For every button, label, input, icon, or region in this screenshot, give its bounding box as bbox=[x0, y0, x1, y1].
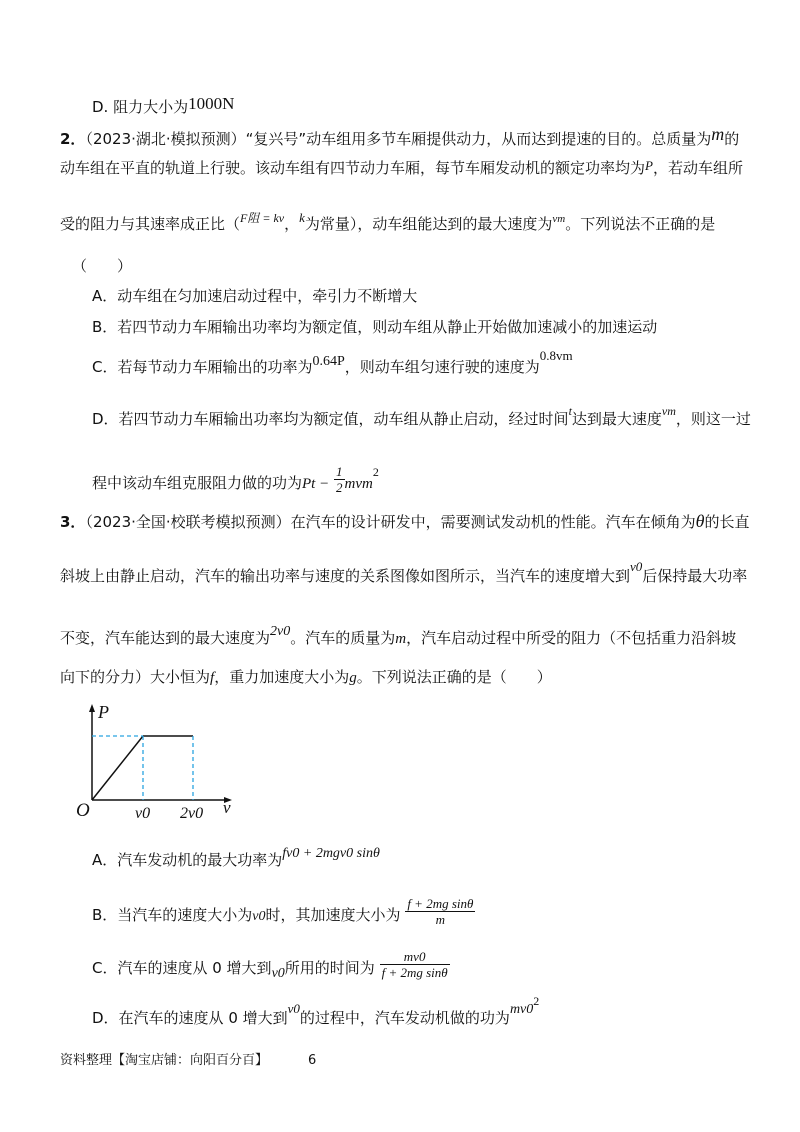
q3-option-a: A．汽车发动机的最大功率为fv0 + 2mgv0 sinθ bbox=[92, 846, 380, 869]
q3-option-d: D．在汽车的速度从 0 增大到v0的过程中，汽车发动机做的功为$mv0^2$ bbox=[92, 994, 540, 1027]
q2-line-2: 动车组在平直的轨道上行驶。该动车组有四节动力车厢，每节车厢发动机的额定功率均为P，若动车组所 bbox=[60, 158, 743, 177]
q2-option-a: A．动车组在匀加速启动过程中，牵引力不断增大 bbox=[92, 287, 418, 305]
q3-option-c: C．汽车的速度从 0 增大到v0所用的时间为 $\frac{mv0}{\text{f + 2mg sinθ}}$ bbox=[92, 949, 448, 981]
y-axis-arrow bbox=[89, 704, 95, 712]
q2-line-1: 2．（2023·湖北·模拟预测）“复兴号”动车组用多节车厢提供动力，从而达到提速的目的。总质量为m的 bbox=[60, 124, 740, 148]
page-number: 6 bbox=[308, 1053, 317, 1068]
q3-line-4: 向下的分力）大小恒为f，重力加速度大小为g。下列说法正确的是（ ） bbox=[60, 668, 552, 686]
q3-line-3: 不变，汽车能达到的最大速度为2v0。汽车的质量为m，汽车启动过程中所受的阻力（不包括重力沿斜坡 bbox=[60, 624, 737, 647]
q3-line-1: 3．（2023·全国·校联考模拟预测）在汽车的设计研发中，需要测试发动机的性能。汽车在倾角为θ的长直 bbox=[60, 511, 750, 531]
fraction-one-half: $\frac{1}{2}$ bbox=[336, 464, 343, 495]
q2-option-c: C．若每节动力车厢输出的功率为0.64P，则动车组匀速行驶的速度为0.8vm bbox=[92, 348, 573, 376]
q2-paren: （ ） bbox=[72, 257, 133, 275]
x-axis-label: v bbox=[223, 798, 231, 817]
tick-2v0: 2v0 bbox=[180, 805, 204, 822]
y-axis-label: P bbox=[98, 702, 109, 722]
q2-option-d-line-2: 程中该动车组克服阻力做的功为Pt − $\frac{1}{2}$ mvm$^2$ bbox=[92, 464, 379, 495]
power-velocity-graph bbox=[70, 700, 250, 830]
q3-line-2: 斜坡上由静止启动，汽车的输出功率与速度的关系图像如图所示，当汽车的速度增大到v0后保持最大功率 bbox=[60, 559, 748, 585]
q1-option-d: D. 阻力大小为1000N bbox=[92, 94, 235, 116]
q2-line-3: 受的阻力与其速率成正比（$^{F阻 = kv}$，k为常量），动车组能达到的最大速度为$^{vm}$。下列说法不正确的是 bbox=[60, 210, 716, 233]
page-footer: 资料整理【淘宝店铺：向阳百分百】 6 bbox=[60, 1053, 317, 1068]
acceleration-fraction: $\frac{\text{f + 2mg sinθ}}{m}$ bbox=[407, 896, 474, 927]
ramp-segment bbox=[92, 736, 143, 800]
time-fraction: $\frac{mv0}{\text{f + 2mg sinθ}}$ bbox=[381, 949, 448, 980]
q2-option-b: B．若四节动力车厢输出功率均为额定值，则动车组从静止开始做加速减小的加速运动 bbox=[92, 318, 658, 336]
q3-option-b: B．当汽车的速度大小为v0时，其加速度大小为 $\frac{\text{f + 2mg sinθ}}{m}$ bbox=[92, 896, 474, 927]
origin-label: O bbox=[76, 800, 90, 821]
q2-option-d-line-1: D．若四节动力车厢输出功率均为额定值，动车组从静止启动，经过时间$^t$达到最大速度$^{vm}$，则这一过 bbox=[92, 404, 751, 428]
tick-v0: v0 bbox=[135, 805, 151, 822]
